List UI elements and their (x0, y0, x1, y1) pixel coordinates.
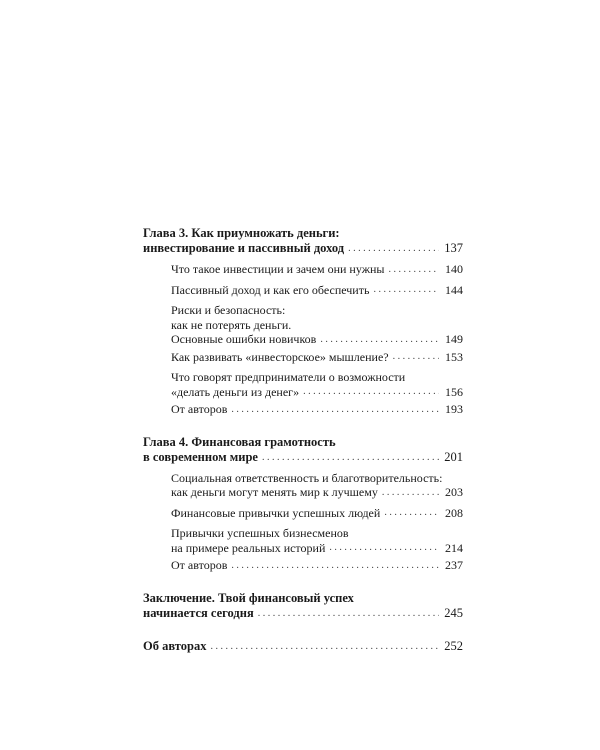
section-title-line: как деньги могут менять мир к лучшему (171, 485, 378, 499)
toc-section[interactable] (171, 526, 463, 555)
toc-section[interactable] (171, 262, 463, 277)
section-title-line: Как развивать «инвесторское» мышление? (171, 349, 389, 364)
section-title-line: Пассивный доход и как его обеспечить (171, 282, 370, 297)
dot-leader (303, 385, 439, 399)
section-title-line: на примере реальных историй (171, 540, 326, 555)
section-title-line: как не потерять деньги. (171, 317, 292, 332)
dot-leader (258, 607, 439, 621)
page-number: 153 (445, 349, 463, 364)
chapter-title-line: Об авторах (143, 638, 207, 653)
dot-leader (231, 403, 439, 417)
toc-conclusion[interactable] (143, 591, 463, 621)
dot-leader (384, 506, 439, 520)
page-number: 149 (445, 332, 463, 346)
dot-leader (388, 263, 439, 277)
dot-leader (329, 541, 439, 555)
chapter-title-line: инвестирование и пассивный доход (143, 241, 345, 255)
section-title-line: Риски и безопасность: (171, 303, 286, 317)
page-number: 237 (445, 558, 463, 572)
section-title-line: «делать деньги из денег» (171, 384, 300, 399)
page-number: 156 (445, 384, 463, 399)
section-title-line: Привычки успешных бизнесменов (171, 526, 349, 540)
dot-leader (393, 350, 439, 364)
page-number: 214 (445, 540, 463, 555)
page-number: 208 (445, 505, 463, 520)
section-title-line: Что такое инвестиции и зачем они нужны (171, 262, 385, 276)
toc-section[interactable] (171, 402, 463, 417)
section-title-line: От авторов (171, 558, 228, 572)
chapter-title-line: Глава 4. Финансовая грамотность (143, 434, 336, 449)
section-title-line: Что говорят предприниматели о возможности (171, 370, 406, 384)
section-title-line: Основные ошибки новичков (171, 332, 317, 346)
page-number: 252 (444, 638, 463, 653)
toc-section[interactable] (171, 471, 463, 500)
dot-leader (348, 242, 439, 256)
page-number: 144 (445, 282, 463, 297)
chapter-title-line: начинается сегодня (143, 605, 254, 620)
table-of-contents (143, 226, 463, 654)
page-number: 201 (444, 449, 463, 464)
toc-section[interactable] (171, 506, 463, 521)
dot-leader (382, 486, 439, 500)
chapter-title-line: Глава 3. Как приумножать деньги: (143, 226, 340, 240)
toc-chapter-3[interactable] (143, 226, 463, 256)
toc-section[interactable] (171, 558, 463, 573)
section-title-line: От авторов (171, 402, 228, 416)
page-number: 140 (445, 262, 463, 276)
dot-leader (262, 451, 439, 465)
page-number: 203 (445, 485, 463, 499)
toc-section[interactable] (171, 283, 463, 298)
page-number: 137 (444, 241, 463, 255)
dot-leader (231, 559, 439, 573)
section-title-line: Социальная ответственность и благотворительность: (171, 470, 443, 485)
toc-section[interactable] (171, 350, 463, 365)
toc-chapter-4[interactable] (143, 435, 463, 465)
dot-leader (320, 333, 439, 347)
dot-leader (373, 283, 439, 297)
chapter-title-line: в современном мире (143, 449, 258, 464)
page-number: 193 (445, 402, 463, 416)
toc-section[interactable] (171, 370, 463, 399)
toc-about-authors[interactable] (143, 639, 463, 654)
toc-section[interactable] (171, 303, 463, 347)
section-title-line: Финансовые привычки успешных людей (171, 505, 381, 520)
page-number: 245 (444, 605, 463, 620)
dot-leader (210, 640, 439, 654)
chapter-title-line: Заключение. Твой финансовый успех (143, 590, 354, 605)
